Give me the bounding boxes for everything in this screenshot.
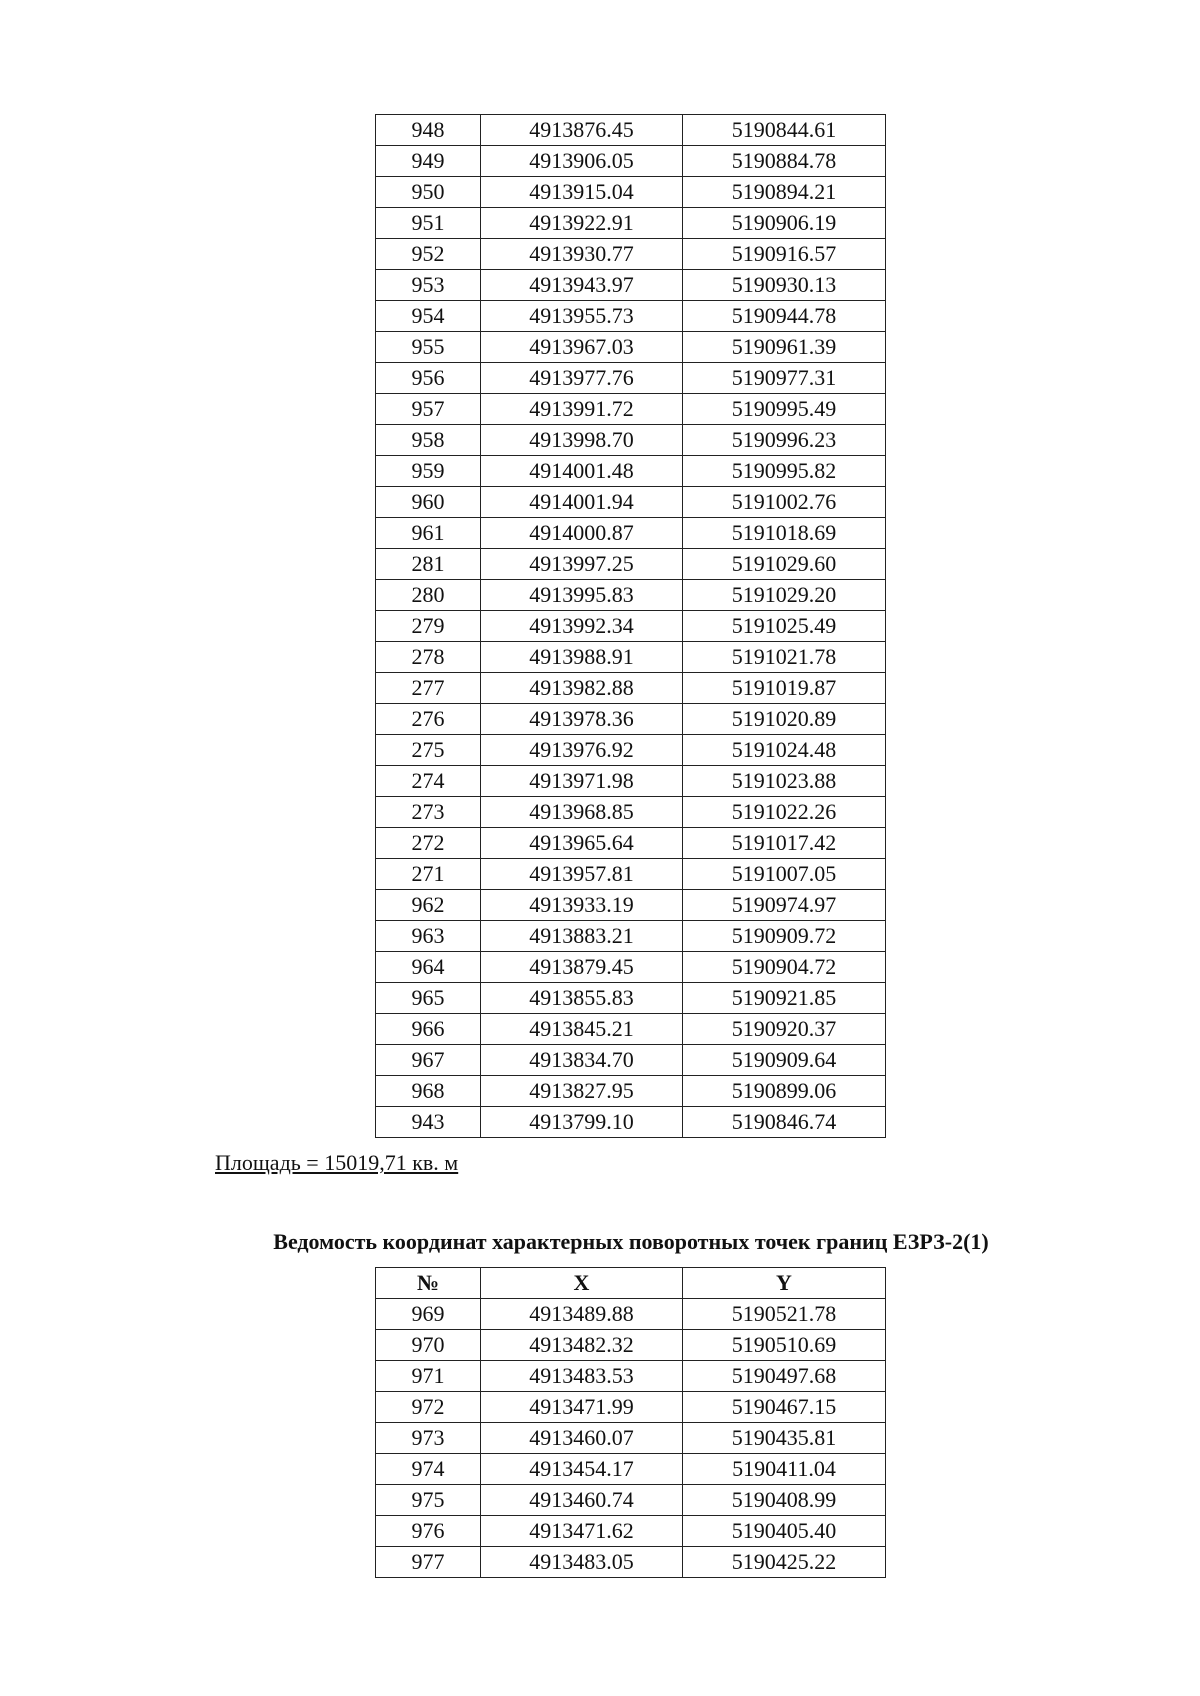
- x-coordinate-cell: 4913957.81: [481, 859, 683, 890]
- table-row: [376, 859, 886, 890]
- x-coordinate-cell: 4913883.21: [481, 921, 683, 952]
- y-coordinate-cell: 5190909.72: [683, 921, 886, 952]
- x-coordinate-cell: 4913992.34: [481, 611, 683, 642]
- x-coordinate-cell: 4913998.70: [481, 425, 683, 456]
- y-coordinate-cell: 5190995.49: [683, 394, 886, 425]
- y-coordinate-cell: 5190894.21: [683, 177, 886, 208]
- point-number-cell: 273: [376, 797, 481, 828]
- y-coordinate-cell: 5191029.20: [683, 580, 886, 611]
- header-number: №: [376, 1268, 481, 1299]
- x-coordinate-cell: 4913976.92: [481, 735, 683, 766]
- x-coordinate-cell: 4913471.62: [481, 1516, 683, 1547]
- y-coordinate-cell: 5191021.78: [683, 642, 886, 673]
- table-row: [376, 363, 886, 394]
- point-number-cell: 959: [376, 456, 481, 487]
- y-coordinate-cell: 5190904.72: [683, 952, 886, 983]
- x-coordinate-cell: 4913454.17: [481, 1454, 683, 1485]
- x-coordinate-cell: 4913879.45: [481, 952, 683, 983]
- point-number-cell: 943: [376, 1107, 481, 1138]
- point-number-cell: 948: [376, 115, 481, 146]
- x-coordinate-cell: 4913922.91: [481, 208, 683, 239]
- y-coordinate-cell: 5191023.88: [683, 766, 886, 797]
- y-coordinate-cell: 5190510.69: [683, 1330, 886, 1361]
- x-coordinate-cell: 4913845.21: [481, 1014, 683, 1045]
- table-row: [376, 1454, 886, 1485]
- y-coordinate-cell: 5191002.76: [683, 487, 886, 518]
- point-number-cell: 964: [376, 952, 481, 983]
- table-row: [376, 115, 886, 146]
- x-coordinate-cell: 4913995.83: [481, 580, 683, 611]
- y-coordinate-cell: 5190844.61: [683, 115, 886, 146]
- y-coordinate-cell: 5190425.22: [683, 1547, 886, 1578]
- x-coordinate-cell: 4914001.94: [481, 487, 683, 518]
- x-coordinate-cell: 4913855.83: [481, 983, 683, 1014]
- point-number-cell: 963: [376, 921, 481, 952]
- x-coordinate-cell: 4913799.10: [481, 1107, 683, 1138]
- y-coordinate-cell: 5190467.15: [683, 1392, 886, 1423]
- y-coordinate-cell: 5190405.40: [683, 1516, 886, 1547]
- x-coordinate-cell: 4913460.07: [481, 1423, 683, 1454]
- table-row: [376, 952, 886, 983]
- point-number-cell: 276: [376, 704, 481, 735]
- y-coordinate-cell: 5191024.48: [683, 735, 886, 766]
- x-coordinate-cell: 4913915.04: [481, 177, 683, 208]
- y-coordinate-cell: 5190995.82: [683, 456, 886, 487]
- table-row: [376, 797, 886, 828]
- y-coordinate-cell: 5191017.42: [683, 828, 886, 859]
- table-row: [376, 642, 886, 673]
- table-row: [376, 1361, 886, 1392]
- table-row: [376, 177, 886, 208]
- table-row: [376, 735, 886, 766]
- x-coordinate-cell: 4913483.05: [481, 1547, 683, 1578]
- point-number-cell: 977: [376, 1547, 481, 1578]
- point-number-cell: 974: [376, 1454, 481, 1485]
- x-coordinate-cell: 4913971.98: [481, 766, 683, 797]
- y-coordinate-cell: 5190435.81: [683, 1423, 886, 1454]
- point-number-cell: 955: [376, 332, 481, 363]
- point-number-cell: 968: [376, 1076, 481, 1107]
- x-coordinate-cell: 4913991.72: [481, 394, 683, 425]
- point-number-cell: 971: [376, 1361, 481, 1392]
- y-coordinate-cell: 5190996.23: [683, 425, 886, 456]
- y-coordinate-cell: 5191029.60: [683, 549, 886, 580]
- table-row: [376, 1547, 886, 1578]
- y-coordinate-cell: 5191022.26: [683, 797, 886, 828]
- table-row: [376, 1076, 886, 1107]
- point-number-cell: 953: [376, 270, 481, 301]
- table-row: [376, 146, 886, 177]
- point-number-cell: 951: [376, 208, 481, 239]
- y-coordinate-cell: 5190961.39: [683, 332, 886, 363]
- x-coordinate-cell: 4913988.91: [481, 642, 683, 673]
- x-coordinate-cell: 4913930.77: [481, 239, 683, 270]
- y-coordinate-cell: 5190899.06: [683, 1076, 886, 1107]
- point-number-cell: 972: [376, 1392, 481, 1423]
- point-number-cell: 278: [376, 642, 481, 673]
- point-number-cell: 272: [376, 828, 481, 859]
- point-number-cell: 280: [376, 580, 481, 611]
- y-coordinate-cell: 5190884.78: [683, 146, 886, 177]
- x-coordinate-cell: 4913906.05: [481, 146, 683, 177]
- x-coordinate-cell: 4913997.25: [481, 549, 683, 580]
- x-coordinate-cell: 4913977.76: [481, 363, 683, 394]
- y-coordinate-cell: 5190944.78: [683, 301, 886, 332]
- table-row: [376, 1485, 886, 1516]
- coordinates-table-continued: [375, 114, 886, 1138]
- table-row: [376, 983, 886, 1014]
- y-coordinate-cell: 5190411.04: [683, 1454, 886, 1485]
- table-row: [376, 239, 886, 270]
- point-number-cell: 957: [376, 394, 481, 425]
- table-row: [376, 301, 886, 332]
- point-number-cell: 962: [376, 890, 481, 921]
- x-coordinate-cell: 4913965.64: [481, 828, 683, 859]
- y-coordinate-cell: 5190906.19: [683, 208, 886, 239]
- table-row: [376, 456, 886, 487]
- table-row: [376, 518, 886, 549]
- y-coordinate-cell: 5190846.74: [683, 1107, 886, 1138]
- x-coordinate-cell: 4913471.99: [481, 1392, 683, 1423]
- y-coordinate-cell: 5190909.64: [683, 1045, 886, 1076]
- table-row: [376, 611, 886, 642]
- table-row: [376, 1045, 886, 1076]
- header-row: [376, 1268, 886, 1299]
- y-coordinate-cell: 5190408.99: [683, 1485, 886, 1516]
- area-total: Площадь = 15019,71 кв. м: [215, 1150, 459, 1175]
- point-number-cell: 281: [376, 549, 481, 580]
- y-coordinate-cell: 5191025.49: [683, 611, 886, 642]
- point-number-cell: 970: [376, 1330, 481, 1361]
- table-row: [376, 1516, 886, 1547]
- point-number-cell: 949: [376, 146, 481, 177]
- table-row: [376, 394, 886, 425]
- y-coordinate-cell: 5191020.89: [683, 704, 886, 735]
- x-coordinate-cell: 4913968.85: [481, 797, 683, 828]
- x-coordinate-cell: 4913876.45: [481, 115, 683, 146]
- y-coordinate-cell: 5190921.85: [683, 983, 886, 1014]
- x-coordinate-cell: 4913955.73: [481, 301, 683, 332]
- table-row: [376, 704, 886, 735]
- point-number-cell: 960: [376, 487, 481, 518]
- table-row: [376, 1014, 886, 1045]
- y-coordinate-cell: 5190974.97: [683, 890, 886, 921]
- point-number-cell: 279: [376, 611, 481, 642]
- table-row: [376, 1330, 886, 1361]
- table-row: [376, 580, 886, 611]
- x-coordinate-cell: 4913943.97: [481, 270, 683, 301]
- x-coordinate-cell: 4913834.70: [481, 1045, 683, 1076]
- point-number-cell: 967: [376, 1045, 481, 1076]
- table-row: [376, 673, 886, 704]
- point-number-cell: 950: [376, 177, 481, 208]
- table-row: [376, 208, 886, 239]
- x-coordinate-cell: 4913982.88: [481, 673, 683, 704]
- table-row: [376, 1107, 886, 1138]
- point-number-cell: 975: [376, 1485, 481, 1516]
- point-number-cell: 274: [376, 766, 481, 797]
- section-heading: Ведомость координат характерных поворотных точек границ ЕЗРЗ-2(1): [273, 1229, 989, 1254]
- table-row: [376, 487, 886, 518]
- point-number-cell: 277: [376, 673, 481, 704]
- point-number-cell: 954: [376, 301, 481, 332]
- y-coordinate-cell: 5191019.87: [683, 673, 886, 704]
- coordinates-table-ezrz-2-1: [375, 1267, 886, 1578]
- table-row: [376, 1423, 886, 1454]
- y-coordinate-cell: 5190521.78: [683, 1299, 886, 1330]
- table-row: [376, 890, 886, 921]
- point-number-cell: 956: [376, 363, 481, 394]
- table-body: [376, 115, 886, 1138]
- point-number-cell: 952: [376, 239, 481, 270]
- table-row: [376, 1299, 886, 1330]
- point-number-cell: 961: [376, 518, 481, 549]
- table-row: [376, 921, 886, 952]
- x-coordinate-cell: 4913967.03: [481, 332, 683, 363]
- y-coordinate-cell: 5190916.57: [683, 239, 886, 270]
- x-coordinate-cell: 4913483.53: [481, 1361, 683, 1392]
- y-coordinate-cell: 5190920.37: [683, 1014, 886, 1045]
- y-coordinate-cell: 5191007.05: [683, 859, 886, 890]
- table-row: [376, 425, 886, 456]
- y-coordinate-cell: 5190930.13: [683, 270, 886, 301]
- table-row: [376, 332, 886, 363]
- point-number-cell: 969: [376, 1299, 481, 1330]
- header-y: Y: [683, 1268, 886, 1299]
- table-row: [376, 766, 886, 797]
- point-number-cell: 275: [376, 735, 481, 766]
- x-coordinate-cell: 4914001.48: [481, 456, 683, 487]
- y-coordinate-cell: 5191018.69: [683, 518, 886, 549]
- header-x: X: [481, 1268, 683, 1299]
- point-number-cell: 271: [376, 859, 481, 890]
- table-row: [376, 270, 886, 301]
- x-coordinate-cell: 4913978.36: [481, 704, 683, 735]
- x-coordinate-cell: 4914000.87: [481, 518, 683, 549]
- point-number-cell: 976: [376, 1516, 481, 1547]
- point-number-cell: 966: [376, 1014, 481, 1045]
- x-coordinate-cell: 4913489.88: [481, 1299, 683, 1330]
- x-coordinate-cell: 4913460.74: [481, 1485, 683, 1516]
- x-coordinate-cell: 4913482.32: [481, 1330, 683, 1361]
- y-coordinate-cell: 5190497.68: [683, 1361, 886, 1392]
- point-number-cell: 973: [376, 1423, 481, 1454]
- point-number-cell: 958: [376, 425, 481, 456]
- table-row: [376, 828, 886, 859]
- table-row: [376, 549, 886, 580]
- x-coordinate-cell: 4913827.95: [481, 1076, 683, 1107]
- table-body: [376, 1299, 886, 1578]
- table-row: [376, 1392, 886, 1423]
- x-coordinate-cell: 4913933.19: [481, 890, 683, 921]
- y-coordinate-cell: 5190977.31: [683, 363, 886, 394]
- point-number-cell: 965: [376, 983, 481, 1014]
- table-header: [376, 1268, 886, 1299]
